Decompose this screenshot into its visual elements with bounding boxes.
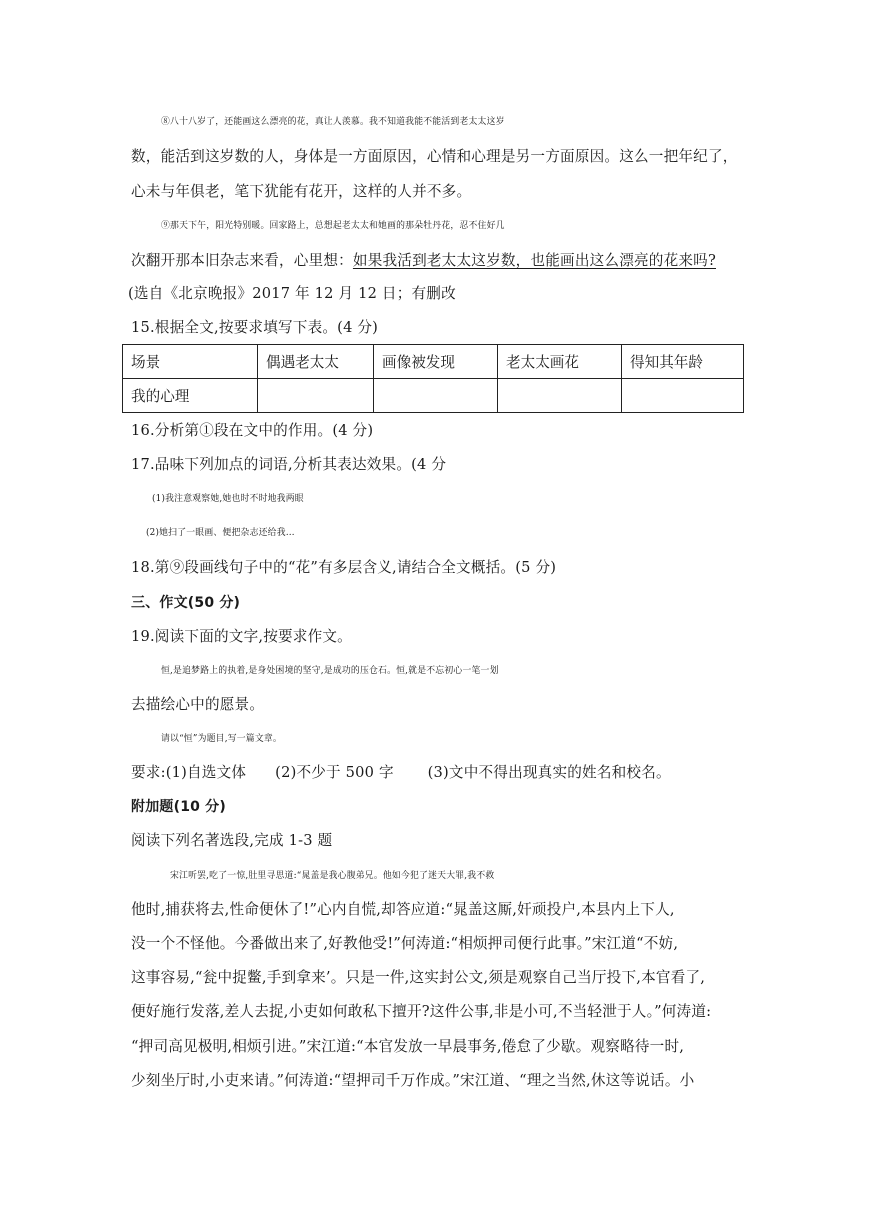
table-cell: 场景 [123, 345, 258, 379]
extra-heading: 附加题(10 分) [131, 799, 226, 815]
source-citation: (选自《北京晚报》2017 年 12 月 12 日；有删改 [128, 285, 456, 302]
passage-line-1: 宋江听罢,吃了一惊,肚里寻思道:“晁盖是我心腹弟兄。他如今犯了迷天大罪,我不救 [170, 871, 495, 881]
extra-intro: 阅读下列名著选段,完成 1-3 题 [131, 832, 333, 849]
composition-prompt: 请以“恒”为题目,写一篇文章。 [161, 734, 282, 744]
passage-line-4: 这事容易,“瓮中捉鳖,手到拿来’。只是一件,这实封公文,须是观察自己当厅投下,本官看了, [131, 969, 706, 986]
paragraph-9-text: 次翻开那本旧杂志来看，心里想： [131, 252, 353, 269]
paragraph-8-line-2: 数，能活到这岁数的人，身体是一方面原因，心情和心理是另一方面原因。这么一把年纪了， [131, 148, 738, 165]
table-cell: 老太太画花 [498, 345, 622, 379]
table-row [123, 379, 744, 413]
table-cell-empty [374, 379, 498, 413]
table-header-row [123, 345, 744, 379]
paragraph-9-line-1: ⑨那天下午，阳光特别暖。回家路上，总想起老太太和她画的那朵牡丹花，忍不住好几 [161, 221, 505, 231]
question-15-table [122, 344, 744, 413]
paragraph-9-line-2 [131, 251, 751, 271]
composition-requirements: 要求:(1)自选文体 (2)不少于 500 字 (3)文中不得出现真实的姓名和校名。 [131, 764, 671, 781]
table-cell: 画像被发现 [374, 345, 498, 379]
table-cell-empty [498, 379, 622, 413]
table-cell-empty [622, 379, 744, 413]
passage-line-6: “押司高见极明,相烦引进。”宋江道:“本官发放一早晨事务,倦怠了少歇。观察略待一时, [131, 1038, 685, 1055]
composition-text-line-1: 恒,是追梦路上的执着,是身处困境的坚守,是成功的压仓石。恒,就是不忘初心一笔一划 [161, 666, 499, 676]
passage-line-7: 少刻坐厅时,小吏来请。”何涛道:“望押司千万作成。”宋江道、“理之当然,休这等说话。小 [131, 1072, 695, 1089]
question-17-item-2: (2)她扫了一眼画、便把杂志还给我… [146, 528, 295, 538]
question-15: 15.根据全文,按要求填写下表。(4 分) [131, 319, 379, 336]
passage-line-2: 他时,捕获将去,性命便休了!”心内自慌,却答应道:“晁盖这厮,奸顽投户,本县内上下人, [131, 901, 675, 918]
paragraph-8-line-1: ⑧八十八岁了，还能画这么漂亮的花，真让人羡慕。我不知道我能不能活到老太太这岁 [161, 117, 505, 127]
question-16: 16.分析第①段在文中的作用。(4 分) [131, 422, 374, 439]
question-19: 19.阅读下面的文字,按要求作文。 [131, 628, 352, 645]
underlined-sentence: 如果我活到老太太这岁数，也能画出这么漂亮的花来吗? [352, 252, 716, 269]
table-cell: 我的心理 [123, 379, 258, 413]
table-cell: 偶遇老太太 [258, 345, 374, 379]
question-18: 18.第⑨段画线句子中的“花”有多层含义,请结合全文概括。(5 分) [131, 559, 557, 576]
paragraph-8-line-3: 心未与年俱老，笔下犹能有花开，这样的人并不多。 [131, 183, 472, 200]
passage-line-3: 没一个不怪他。今番做出来了,好教他受!”何涛道:“相烦押司便行此事。”宋江道“不妨, [131, 935, 679, 952]
table-cell: 得知其年龄 [622, 345, 744, 379]
table-cell-empty [258, 379, 374, 413]
composition-text-line-2: 去描绘心中的愿景。 [131, 696, 265, 713]
question-17: 17.品味下列加点的词语,分析其表达效果。(4 分 [131, 456, 447, 473]
composition-heading: 三、作文(50 分) [131, 595, 241, 611]
question-17-item-1: (1)我注意观察她,她也时不时地我两眼 [152, 494, 304, 504]
passage-line-5: 便好施行发落,差人去捉,小吏如何敢私下擅开?这件公事,非是小可,不当轻泄于人。”何涛道: [131, 1003, 712, 1020]
